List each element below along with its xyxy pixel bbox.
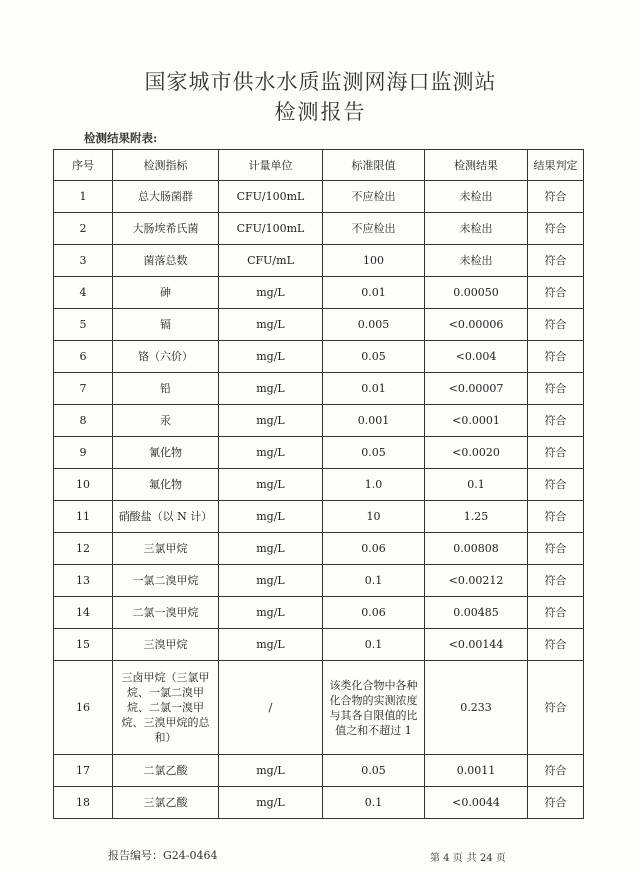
page-indicator bbox=[430, 849, 506, 864]
row-result: <0.00006 bbox=[425, 309, 528, 341]
row-verdict: 符合 bbox=[528, 277, 584, 309]
row-limit: 0.005 bbox=[323, 309, 425, 341]
row-limit: 0.1 bbox=[323, 565, 425, 597]
row-verdict: 符合 bbox=[528, 469, 584, 501]
row-unit: / bbox=[219, 661, 323, 755]
col-header-verdict: 结果判定 bbox=[528, 150, 584, 181]
table-row bbox=[54, 405, 584, 437]
row-number: 9 bbox=[54, 437, 113, 469]
row-result: 未检出 bbox=[425, 245, 528, 277]
col-header-result: 检测结果 bbox=[425, 150, 528, 181]
row-item: 铬（六价） bbox=[113, 341, 219, 373]
table-row bbox=[54, 245, 584, 277]
row-result: 0.00808 bbox=[425, 533, 528, 565]
row-verdict: 符合 bbox=[528, 661, 584, 755]
row-item: 砷 bbox=[113, 277, 219, 309]
table-row bbox=[54, 341, 584, 373]
row-verdict: 符合 bbox=[528, 787, 584, 819]
row-limit: 0.01 bbox=[323, 373, 425, 405]
row-unit: mg/L bbox=[219, 787, 323, 819]
row-number: 8 bbox=[54, 405, 113, 437]
row-item: 大肠埃希氏菌 bbox=[113, 213, 219, 245]
row-item: 一氯二溴甲烷 bbox=[113, 565, 219, 597]
row-item: 硝酸盐（以 N 计） bbox=[113, 501, 219, 533]
row-unit: CFU/100mL bbox=[219, 213, 323, 245]
row-limit: 不应检出 bbox=[323, 181, 425, 213]
table-row bbox=[54, 373, 584, 405]
row-limit: 0.01 bbox=[323, 277, 425, 309]
row-unit: mg/L bbox=[219, 373, 323, 405]
row-verdict: 符合 bbox=[528, 373, 584, 405]
row-item: 三溴甲烷 bbox=[113, 629, 219, 661]
row-result: 未检出 bbox=[425, 213, 528, 245]
row-number: 17 bbox=[54, 755, 113, 787]
row-limit: 0.06 bbox=[323, 597, 425, 629]
row-number: 7 bbox=[54, 373, 113, 405]
row-verdict: 符合 bbox=[528, 245, 584, 277]
page-current: 第 4 页 bbox=[430, 853, 463, 864]
row-unit: mg/L bbox=[219, 629, 323, 661]
row-result: <0.0020 bbox=[425, 437, 528, 469]
row-unit: CFU/100mL bbox=[219, 181, 323, 213]
row-result: <0.0044 bbox=[425, 787, 528, 819]
row-number: 14 bbox=[54, 597, 113, 629]
row-unit: mg/L bbox=[219, 309, 323, 341]
table-row bbox=[54, 213, 584, 245]
row-item: 三卤甲烷（三氯甲烷、一氯二溴甲烷、二氯一溴甲烷、三溴甲烷的总和） bbox=[113, 661, 219, 755]
row-item: 二氯一溴甲烷 bbox=[113, 597, 219, 629]
table-row bbox=[54, 565, 584, 597]
row-item: 二氯乙酸 bbox=[113, 755, 219, 787]
table-row bbox=[54, 277, 584, 309]
row-item: 三氯乙酸 bbox=[113, 787, 219, 819]
table-header-row bbox=[54, 150, 584, 181]
row-limit: 0.05 bbox=[323, 755, 425, 787]
row-result: <0.00212 bbox=[425, 565, 528, 597]
row-result: 未检出 bbox=[425, 181, 528, 213]
row-item: 氟化物 bbox=[113, 469, 219, 501]
row-number: 6 bbox=[54, 341, 113, 373]
row-number: 3 bbox=[54, 245, 113, 277]
row-number: 12 bbox=[54, 533, 113, 565]
row-result: 1.25 bbox=[425, 501, 528, 533]
row-verdict: 符合 bbox=[528, 565, 584, 597]
row-unit: mg/L bbox=[219, 341, 323, 373]
row-limit: 0.1 bbox=[323, 629, 425, 661]
row-limit: 1.0 bbox=[323, 469, 425, 501]
report-subtitle: 检测报告 bbox=[274, 100, 367, 124]
row-limit: 0.06 bbox=[323, 533, 425, 565]
row-number: 5 bbox=[54, 309, 113, 341]
table-row bbox=[54, 787, 584, 819]
row-item: 总大肠菌群 bbox=[113, 181, 219, 213]
row-verdict: 符合 bbox=[528, 405, 584, 437]
row-unit: mg/L bbox=[219, 597, 323, 629]
row-result: <0.004 bbox=[425, 341, 528, 373]
row-number: 1 bbox=[54, 181, 113, 213]
row-result: 0.00485 bbox=[425, 597, 528, 629]
row-verdict: 符合 bbox=[528, 501, 584, 533]
row-limit: 0.1 bbox=[323, 787, 425, 819]
row-verdict: 符合 bbox=[528, 309, 584, 341]
row-item: 菌落总数 bbox=[113, 245, 219, 277]
row-result: 0.00050 bbox=[425, 277, 528, 309]
table-row bbox=[54, 629, 584, 661]
row-limit: 该类化合物中各种化合物的实测浓度与其各自限值的比值之和不超过 1 bbox=[323, 661, 425, 755]
table-row bbox=[54, 597, 584, 629]
table-row bbox=[54, 533, 584, 565]
col-header-limit: 标准限值 bbox=[323, 150, 425, 181]
page-total: 共 24 页 bbox=[466, 853, 506, 864]
row-unit: mg/L bbox=[219, 437, 323, 469]
row-result: <0.00144 bbox=[425, 629, 528, 661]
row-unit: mg/L bbox=[219, 755, 323, 787]
row-result: <0.0001 bbox=[425, 405, 528, 437]
row-unit: mg/L bbox=[219, 277, 323, 309]
row-limit: 0.05 bbox=[323, 437, 425, 469]
col-header-no: 序号 bbox=[54, 150, 113, 181]
table-caption: 检测结果附表: bbox=[84, 131, 158, 145]
row-number: 10 bbox=[54, 469, 113, 501]
row-verdict: 符合 bbox=[528, 437, 584, 469]
col-header-unit: 计量单位 bbox=[219, 150, 323, 181]
row-verdict: 符合 bbox=[528, 533, 584, 565]
row-verdict: 符合 bbox=[528, 181, 584, 213]
row-result: 0.1 bbox=[425, 469, 528, 501]
row-number: 11 bbox=[54, 501, 113, 533]
row-unit: mg/L bbox=[219, 501, 323, 533]
row-verdict: 符合 bbox=[528, 629, 584, 661]
row-unit: mg/L bbox=[219, 565, 323, 597]
row-verdict: 符合 bbox=[528, 755, 584, 787]
row-number: 16 bbox=[54, 661, 113, 755]
col-header-item: 检测指标 bbox=[113, 150, 219, 181]
row-item: 铅 bbox=[113, 373, 219, 405]
table-row bbox=[54, 181, 584, 213]
row-unit: mg/L bbox=[219, 533, 323, 565]
row-number: 15 bbox=[54, 629, 113, 661]
row-verdict: 符合 bbox=[528, 597, 584, 629]
row-verdict: 符合 bbox=[528, 213, 584, 245]
row-number: 4 bbox=[54, 277, 113, 309]
row-item: 汞 bbox=[113, 405, 219, 437]
row-limit: 100 bbox=[323, 245, 425, 277]
table-row bbox=[54, 437, 584, 469]
row-item: 氰化物 bbox=[113, 437, 219, 469]
row-unit: mg/L bbox=[219, 405, 323, 437]
row-unit: CFU/mL bbox=[219, 245, 323, 277]
row-limit: 0.001 bbox=[323, 405, 425, 437]
row-unit: mg/L bbox=[219, 469, 323, 501]
table-row bbox=[54, 661, 584, 755]
table-row bbox=[54, 501, 584, 533]
table-row bbox=[54, 309, 584, 341]
row-verdict: 符合 bbox=[528, 341, 584, 373]
row-item: 三氯甲烷 bbox=[113, 533, 219, 565]
row-result: 0.0011 bbox=[425, 755, 528, 787]
row-limit: 不应检出 bbox=[323, 213, 425, 245]
row-limit: 10 bbox=[323, 501, 425, 533]
table-row bbox=[54, 755, 584, 787]
report-title: 国家城市供水水质监测网海口监测站 bbox=[144, 70, 497, 94]
row-item: 镉 bbox=[113, 309, 219, 341]
table-row bbox=[54, 469, 584, 501]
report-number: 报告编号：G24-0464 bbox=[108, 849, 218, 862]
row-result: 0.233 bbox=[425, 661, 528, 755]
row-number: 13 bbox=[54, 565, 113, 597]
row-limit: 0.05 bbox=[323, 341, 425, 373]
results-table bbox=[53, 149, 584, 819]
row-number: 18 bbox=[54, 787, 113, 819]
row-result: <0.00007 bbox=[425, 373, 528, 405]
row-number: 2 bbox=[54, 213, 113, 245]
